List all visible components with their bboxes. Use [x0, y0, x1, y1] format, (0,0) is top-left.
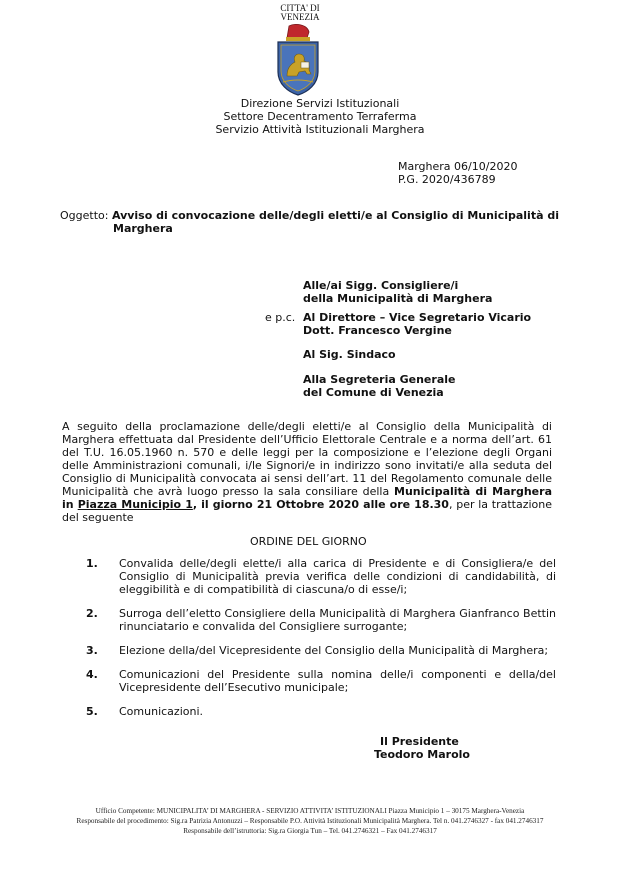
agenda-item [86, 644, 556, 657]
place-date: Marghera 06/10/2020 [398, 160, 518, 173]
header-service: Servizio Attività Istituzionali Marghera [215, 123, 425, 136]
body-paragraph [62, 420, 552, 524]
logo-line-1: CITTA' DI [280, 3, 320, 13]
agenda-item-text: Comunicazioni del Presidente sulla nomina delle/i componenti e della/del Vicepresidente dell’Esecutivo municipale; [119, 668, 556, 694]
agenda-item-number: 4. [86, 668, 98, 681]
agenda-item-text: Elezione della/del Vicepresidente del Consiglio della Municipalità di Marghera; [119, 644, 549, 657]
page-footer [0, 806, 620, 836]
date-block [398, 160, 517, 186]
subject-block [60, 209, 580, 235]
footer-instructor: Responsabile dell’istruttoria: Sig.ra Giorgia Tun – Tel. 041.2746321 – Fax 041.2746317 [183, 827, 437, 835]
body-date-time: , il giorno 21 Ottobre 2020 alle ore 18.30 [192, 498, 449, 511]
recipient-line: Al Sig. Sindaco [303, 348, 396, 361]
body-text: A seguito della proclamazione delle/degli eletti/e al Consiglio della Municipalità di Marghera effettuata dal Presidente dell’Ufficio Elettorale Centrale e a norma dell’art. 61 del T.U. 16.05.1960 n. 570 e delle leggi per la composizione e l’elezione degli Organi delle Amministrazioni comunali, i/le Signori/e in indirizzo sono invitati/e alla seduta del Consiglio di Municipalità convocata ai sensi dell’art. 11 del Regolamento comunale delle Municipalità che avrà luogo presso la sala consiliare della [62, 420, 552, 498]
recipient-line: Alle/ai Sigg. Consigliere/i [303, 279, 459, 292]
footer-procedure-manager: Responsabile del procedimento: Sig.ra Patrizia Antonuzzi – Responsabile P.O. Attività Istituzionali Municipalità Marghera. Tel n. 041.2746327 - fax 041.2746317 [76, 817, 544, 825]
agenda-item-number: 1. [86, 557, 98, 570]
office-header [170, 97, 470, 136]
agenda-item-text: Surroga dell’eletto Consigliere della Municipalità di Marghera Gianfranco Bettin rinunciatario e convalida del Consigliere surrogante; [119, 607, 556, 633]
venice-crest-icon [273, 24, 323, 96]
protocol-number: P.G. 2020/436789 [398, 173, 496, 186]
recipient-director [303, 311, 531, 337]
signature-block [374, 735, 470, 761]
agenda-item [86, 607, 556, 633]
agenda-item-number: 2. [86, 607, 98, 620]
subject-text: Avviso di convocazione delle/degli eletti/e al Consiglio di Municipalità di [111, 209, 559, 222]
agenda-item [86, 705, 556, 718]
agenda-title: ORDINE DEL GIORNO [250, 535, 367, 548]
agenda-item-number: 5. [86, 705, 98, 718]
body-venue: Municipalità di Marghera in [62, 485, 552, 511]
agenda-item-text: Comunicazioni. [119, 705, 203, 718]
body-address: Piazza Municipio 1 [77, 498, 193, 511]
header-directorate: Direzione Servizi Istituzionali [240, 97, 400, 110]
subject-label: Oggetto: [60, 209, 109, 222]
signature-name: Teodoro Marolo [374, 748, 470, 761]
recipient-mayor [303, 348, 396, 361]
city-logo-wordmark [262, 4, 338, 22]
recipient-line: Al Direttore – Vice Segretario Vicario [303, 311, 532, 324]
recipient-line: della Municipalità di Marghera [303, 292, 493, 305]
agenda-item [86, 668, 556, 694]
logo-line-2: VENEZIA [280, 12, 320, 22]
recipient-line: Alla Segreteria Generale [303, 373, 456, 386]
footer-office: Ufficio Competente: MUNICIPALITA’ DI MARGHERA - SERVIZIO ATTIVITA’ ISTITUZIONALI Piazza Municipio 1 – 30175 Marghera-Venezia [95, 807, 525, 815]
agenda-item-text: Convalida delle/degli elette/i alla carica di Presidente e di Consigliera/e del Consiglio di Municipalità previa verifica delle condizioni di candidabilità, di eleggibilità e di compatibilità di ciascuna/o di esse/i; [119, 557, 556, 596]
subject-text-cont: Marghera [113, 222, 173, 235]
header-sector: Settore Decentramento Terraferma [223, 110, 417, 123]
recipient-line: del Comune di Venezia [303, 386, 444, 399]
epc-label: e p.c. [265, 311, 296, 324]
agenda-item-number: 3. [86, 644, 98, 657]
body-text-end: , per la trattazione del seguente [62, 498, 553, 524]
signature-title: Il Presidente [380, 735, 459, 748]
agenda-item [86, 557, 556, 596]
agenda-list [86, 557, 556, 729]
recipient-councillors [303, 279, 492, 305]
recipient-secretariat [303, 373, 455, 399]
recipient-line: Dott. Francesco Vergine [303, 324, 452, 337]
